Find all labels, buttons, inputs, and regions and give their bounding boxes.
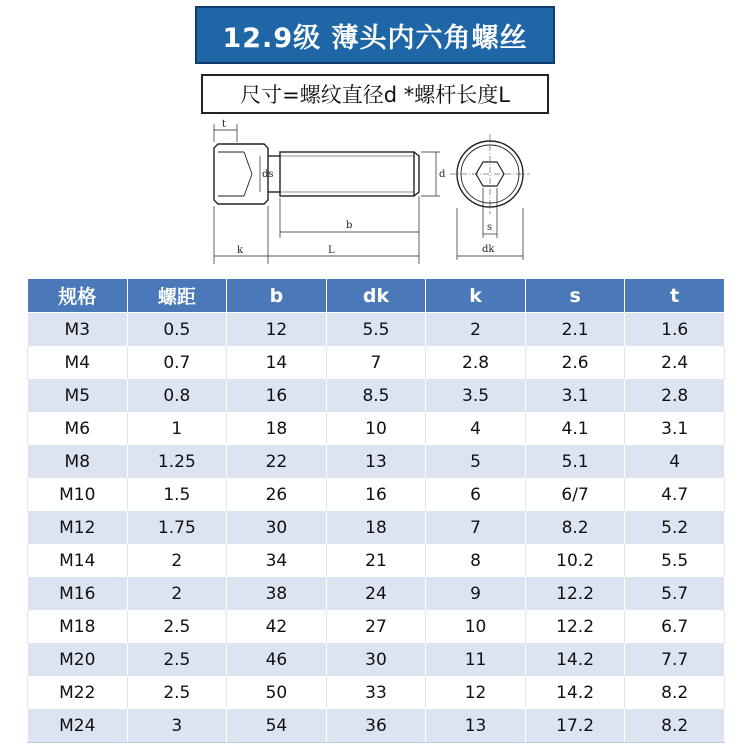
- cell-spec: M14: [28, 544, 128, 577]
- cell-pitch: 0.7: [127, 346, 227, 379]
- cell-spec: M5: [28, 379, 128, 412]
- cell-pitch: 1.75: [127, 511, 227, 544]
- cell-spec: M4: [28, 346, 128, 379]
- label-ds: ds: [262, 169, 274, 180]
- cell-t: 8.2: [625, 676, 725, 709]
- cell-pitch: 2.5: [127, 610, 227, 643]
- cell-t: 8.2: [625, 709, 725, 743]
- cell-s: 12.2: [525, 610, 625, 643]
- label-dk: dk: [482, 244, 495, 255]
- cell-t: 5.5: [625, 544, 725, 577]
- cell-pitch: 3: [127, 709, 227, 743]
- cell-t: 2.8: [625, 379, 725, 412]
- cell-k: 13: [426, 709, 526, 743]
- cell-dk: 5.5: [326, 313, 426, 347]
- header-b: b: [227, 279, 327, 313]
- cell-dk: 10: [326, 412, 426, 445]
- label-t: t: [222, 119, 227, 130]
- header-dk: dk: [326, 279, 426, 313]
- cell-k: 10: [426, 610, 526, 643]
- cell-b: 46: [227, 643, 327, 676]
- label-L: L: [328, 245, 335, 256]
- cell-pitch: 2: [127, 544, 227, 577]
- cell-pitch: 1.25: [127, 445, 227, 478]
- header-t: t: [625, 279, 725, 313]
- cell-pitch: 1: [127, 412, 227, 445]
- table-row: [28, 709, 725, 743]
- cell-k: 12: [426, 676, 526, 709]
- cell-spec: M3: [28, 313, 128, 347]
- cell-s: 3.1: [525, 379, 625, 412]
- label-k: k: [237, 245, 244, 256]
- cell-s: 12.2: [525, 577, 625, 610]
- cell-k: 8: [426, 544, 526, 577]
- cell-s: 10.2: [525, 544, 625, 577]
- cell-t: 2.4: [625, 346, 725, 379]
- cell-dk: 8.5: [326, 379, 426, 412]
- cell-s: 14.2: [525, 643, 625, 676]
- cell-dk: 36: [326, 709, 426, 743]
- cell-b: 54: [227, 709, 327, 743]
- cell-s: 17.2: [525, 709, 625, 743]
- screw-side-view: [214, 144, 419, 204]
- table-row: [28, 478, 725, 511]
- table-row: [28, 544, 725, 577]
- cell-s: 8.2: [525, 511, 625, 544]
- screw-diagram: [200, 116, 540, 266]
- cell-spec: M6: [28, 412, 128, 445]
- cell-k: 6: [426, 478, 526, 511]
- cell-spec: M12: [28, 511, 128, 544]
- cell-b: 26: [227, 478, 327, 511]
- cell-t: 1.6: [625, 313, 725, 347]
- cell-b: 30: [227, 511, 327, 544]
- cell-dk: 16: [326, 478, 426, 511]
- cell-b: 42: [227, 610, 327, 643]
- cell-pitch: 1.5: [127, 478, 227, 511]
- header-s: s: [525, 279, 625, 313]
- cell-k: 2: [426, 313, 526, 347]
- cell-k: 3.5: [426, 379, 526, 412]
- header-spec: 规格: [28, 279, 128, 313]
- cell-s: 2.6: [525, 346, 625, 379]
- table-row: [28, 313, 725, 347]
- cell-s: 6/7: [525, 478, 625, 511]
- cell-spec: M10: [28, 478, 128, 511]
- cell-k: 11: [426, 643, 526, 676]
- table-row: [28, 379, 725, 412]
- table-row: [28, 511, 725, 544]
- cell-s: 14.2: [525, 676, 625, 709]
- table-row: [28, 577, 725, 610]
- cell-b: 34: [227, 544, 327, 577]
- cell-pitch: 2.5: [127, 643, 227, 676]
- cell-dk: 7: [326, 346, 426, 379]
- cell-b: 16: [227, 379, 327, 412]
- label-d: d: [439, 169, 446, 180]
- cell-dk: 30: [326, 643, 426, 676]
- cell-pitch: 2.5: [127, 676, 227, 709]
- cell-spec: M20: [28, 643, 128, 676]
- cell-spec: M22: [28, 676, 128, 709]
- cell-pitch: 0.5: [127, 313, 227, 347]
- cell-t: 5.7: [625, 577, 725, 610]
- cell-s: 2.1: [525, 313, 625, 347]
- spec-table: [27, 278, 725, 743]
- table-row: [28, 445, 725, 478]
- cell-spec: M18: [28, 610, 128, 643]
- header-pitch: 螺距: [127, 279, 227, 313]
- cell-s: 5.1: [525, 445, 625, 478]
- cell-t: 4: [625, 445, 725, 478]
- cell-k: 9: [426, 577, 526, 610]
- cell-b: 12: [227, 313, 327, 347]
- cell-dk: 21: [326, 544, 426, 577]
- cell-k: 5: [426, 445, 526, 478]
- page-title: 12.9级 薄头内六角螺丝: [195, 6, 555, 64]
- cell-dk: 13: [326, 445, 426, 478]
- cell-b: 22: [227, 445, 327, 478]
- cell-t: 3.1: [625, 412, 725, 445]
- table-row: [28, 610, 725, 643]
- cell-dk: 33: [326, 676, 426, 709]
- cell-t: 7.7: [625, 643, 725, 676]
- cell-k: 2.8: [426, 346, 526, 379]
- header-k: k: [426, 279, 526, 313]
- cell-t: 4.7: [625, 478, 725, 511]
- cell-t: 5.2: [625, 511, 725, 544]
- cell-dk: 27: [326, 610, 426, 643]
- table-row: [28, 412, 725, 445]
- label-b: b: [346, 220, 353, 231]
- cell-b: 50: [227, 676, 327, 709]
- cell-dk: 18: [326, 511, 426, 544]
- table-row: [28, 643, 725, 676]
- cell-b: 18: [227, 412, 327, 445]
- cell-pitch: 0.8: [127, 379, 227, 412]
- cell-k: 4: [426, 412, 526, 445]
- cell-s: 4.1: [525, 412, 625, 445]
- table-header-row: [28, 279, 725, 313]
- cell-dk: 24: [326, 577, 426, 610]
- dimension-lines: [214, 124, 440, 264]
- cell-spec: M16: [28, 577, 128, 610]
- table-row: [28, 346, 725, 379]
- screw-end-view: [450, 134, 530, 214]
- cell-spec: M8: [28, 445, 128, 478]
- cell-pitch: 2: [127, 577, 227, 610]
- cell-t: 6.7: [625, 610, 725, 643]
- cell-b: 38: [227, 577, 327, 610]
- label-s: s: [487, 222, 493, 233]
- cell-k: 7: [426, 511, 526, 544]
- table-row: [28, 676, 725, 709]
- cell-spec: M24: [28, 709, 128, 743]
- cell-b: 14: [227, 346, 327, 379]
- size-formula: 尺寸=螺纹直径d *螺杆长度L: [201, 74, 549, 114]
